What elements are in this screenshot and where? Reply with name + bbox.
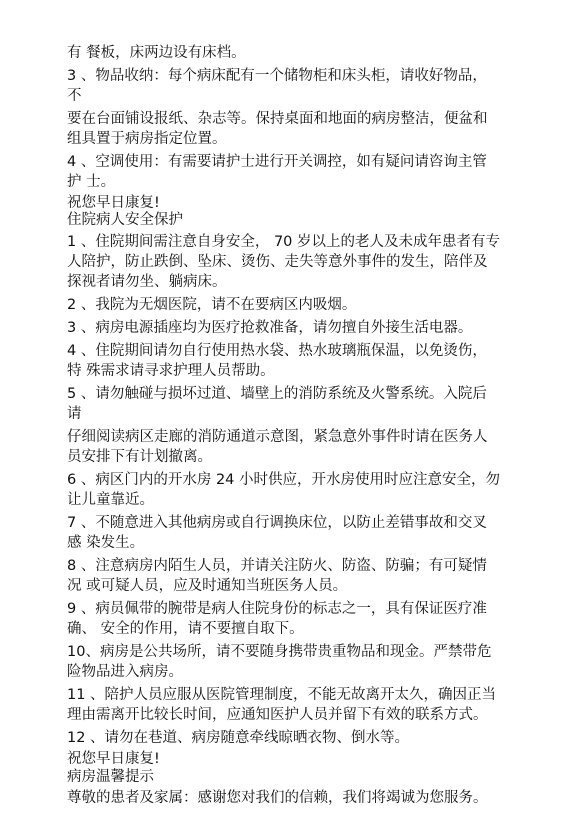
text-line: 8 、注意病房内陌生人员，并请关注防火、防盗、防骗；有可疑情 bbox=[67, 558, 487, 574]
closing-line: 祝您早日康复! bbox=[67, 751, 160, 767]
section-heading: 病房温馨提示 bbox=[67, 769, 154, 785]
section-heading: 住院病人安全保护 bbox=[67, 212, 183, 228]
text-line: 4 、住院期间请勿自行使用热水袋、热水玻璃瓶保温，以免烫伤， bbox=[67, 343, 487, 359]
text-line: 尊敬的患者及家属：感谢您对我们的信赖，我们将竭诚为您服务。 bbox=[67, 790, 488, 806]
text-line: 7 、不随意进入其他病房或自行调换床位，以防止差错事故和交叉 bbox=[67, 515, 487, 531]
text-line: 仔细阅读病区走廊的消防通道示意图，紧急意外事件时请在医务人 bbox=[67, 429, 488, 445]
text-line: 不 bbox=[67, 88, 82, 104]
text-line: 特 殊需求请寻求护理人员帮助。 bbox=[67, 363, 275, 379]
text-line: 感 染发生。 bbox=[67, 535, 145, 551]
text-line: 1 、住院期间需注意自身安全， 70 岁以上的老人及未成年患者有专 bbox=[67, 234, 501, 250]
text-line: 探视者请勿坐、躺病床。 bbox=[67, 274, 227, 290]
text-line: 险物品进入病房。 bbox=[67, 664, 183, 680]
text-line: 况 或可疑人员，应及时通知当班医务人员。 bbox=[67, 578, 348, 594]
text-line: 组具置于病房指定位置。 bbox=[67, 131, 227, 147]
text-line: 6 、病区门内的开水房 24 小时供应，开水房使用时应注意安全，勿 bbox=[67, 472, 501, 488]
text-line: 护 士。 bbox=[67, 174, 116, 190]
text-line: 要在台面铺设报纸、杂志等。保持桌面和地面的病房整洁，便盆和 bbox=[67, 111, 488, 127]
text-line: 2 、我院为无烟医院，请不在要病区内吸烟。 bbox=[67, 297, 357, 313]
closing-line: 祝您早日康复! bbox=[67, 195, 160, 211]
text-line: 员安排下有计划撤离。 bbox=[67, 449, 212, 465]
text-line: 人陪护，防止跌倒、坠床、烫伤、走失等意外事件的发生，陪伴及 bbox=[67, 254, 488, 270]
text-line: 3 、病房电源插座均为医疗抢救准备，请勿擅自外接生活电器。 bbox=[67, 320, 473, 336]
text-line: 确、 安全的作用，请不要擅自取下。 bbox=[67, 621, 304, 637]
text-line: 4 、空调使用：有需要请护士进行开关调控，如有疑问请咨询主管 bbox=[67, 154, 487, 170]
text-line: 9 、病员佩带的腕带是病人住院身份的标志之一，具有保证医疗准 bbox=[67, 601, 487, 617]
text-line: 有 餐板，床两边设有床档。 bbox=[67, 45, 246, 61]
text-line: 让儿童靠近。 bbox=[67, 492, 154, 508]
text-line: 5 、请勿触碰与损坏过道、墙壁上的消防系统及火警系统。入院后 bbox=[67, 386, 487, 402]
text-line: 12 、请勿在巷道、病房随意牵线晾晒衣物、倒水等。 bbox=[67, 730, 410, 746]
text-line: 11 、陪护人员应服从医院管理制度，不能无故离开太久，确因正当 bbox=[67, 687, 497, 703]
text-line: 3 、物品收纳：每个病床配有一个储物柜和床头柜，请收好物品， bbox=[67, 68, 487, 84]
text-line: 10、病房是公共场所，请不要随身携带贵重物品和现金。严禁带危 bbox=[67, 644, 492, 660]
text-line: 请 bbox=[67, 406, 82, 422]
text-line: 理由需离开比较长时间，应通知医护人员并留下有效的联系方式。 bbox=[67, 707, 488, 723]
